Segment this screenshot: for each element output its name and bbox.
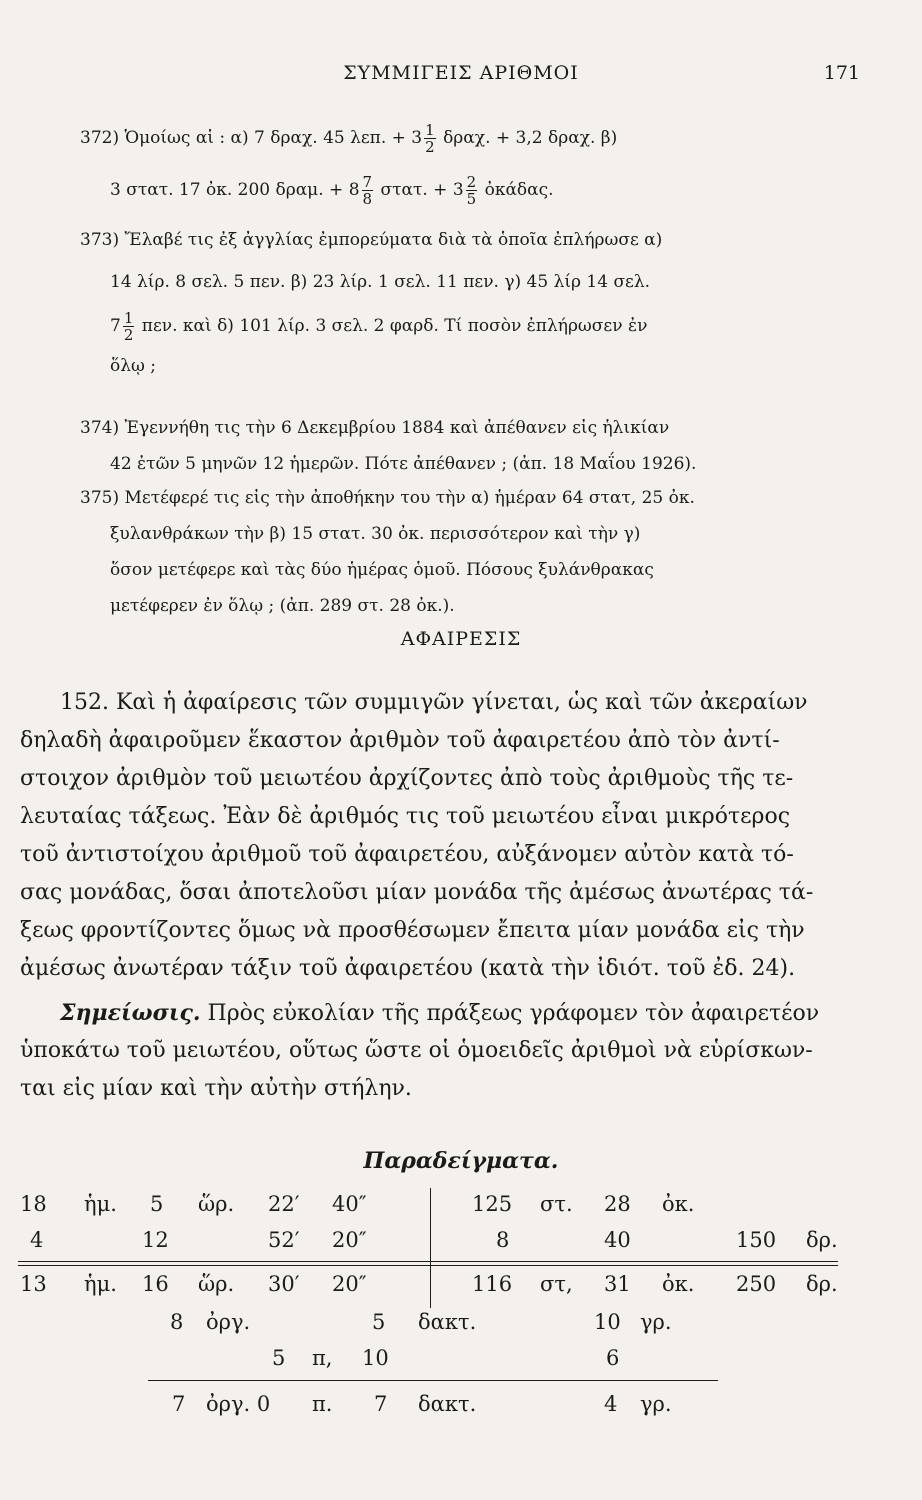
paragraph-line: δηλαδὴ ἀφαιροῦμεν ἕκαστον ἀριθμὸν τοῦ ἀφαιρετέου ἀπὸ τὸν ἀντί- [20, 728, 780, 753]
cell: π, [312, 1346, 333, 1370]
problem-374-line-2: 42 ἐτῶν 5 μηνῶν 12 ἡμερῶν. Πότε ἀπέθανεν ; (ἀπ. 18 Μαΐου 1926). [110, 454, 697, 474]
subtraction-rule [18, 1261, 838, 1262]
paragraph-line: ἀμέσως ἀνωτέραν τάξιν τοῦ ἀφαιρετέου (κατὰ τὴν ἰδιότ. τοῦ ἐδ. 24). [20, 956, 796, 981]
text: πεν. καὶ δ) 101 λίρ. 3 σελ. 2 φαρδ. Τί ποσὸν ἐπλήρωσεν ἐν [136, 316, 648, 336]
numerator: 1 [425, 121, 435, 139]
cell: ὥρ. [198, 1272, 235, 1296]
subtraction-rule [148, 1380, 718, 1381]
paragraph-line: ξεως φροντίζοντες ὅμως νὰ προσθέσωμεν ἔπειτα μίαν μονάδα εἰς τὴν [20, 918, 805, 943]
note-line [60, 1000, 819, 1026]
denominator: 8 [362, 190, 373, 208]
problem-375-line-1: 375) Μετέφερέ τις εἰς τὴν ἀποθήκην του τὴν α) ἡμέραν 64 στατ, 25 ὀκ. [80, 488, 695, 508]
cell: 18 [20, 1192, 47, 1216]
cell: 16 [142, 1272, 169, 1296]
cell: 12 [142, 1228, 169, 1252]
cell: 150 [736, 1228, 777, 1252]
cell: 13 [20, 1272, 47, 1296]
problem-372-line-1 [80, 122, 617, 155]
examples-title: Παραδείγματα. [363, 1148, 559, 1174]
numerator: 2 [466, 173, 477, 191]
text: 7 [110, 316, 121, 336]
note-line: ὑποκάτω τοῦ μειωτέου, οὕτως ὥστε οἱ ὁμοειδεῖς ἀριθμοὶ νὰ εὑρίσκων- [20, 1038, 813, 1063]
cell: π. [312, 1392, 333, 1416]
paragraph-line: λευταίας τάξεως. Ἐὰν δὲ ἀριθμός τις τοῦ μειωτέου εἶναι μικρότερος [20, 804, 791, 829]
cell: 116 [472, 1272, 513, 1296]
problem-373-line-1: 373) Ἔλαβέ τις ἐξ ἀγγλίας ἐμπορεύματα διὰ τὰ ὁποῖα ἐπλήρωσε α) [80, 230, 663, 250]
cell: 40″ [332, 1192, 367, 1216]
cell: 22′ [268, 1192, 300, 1216]
problem-375-line-4: μετέφερεν ἐν ὅλῳ ; (ἀπ. 289 στ. 28 ὀκ.). [110, 596, 455, 616]
cell: δρ. [806, 1272, 838, 1296]
cell: γρ. [640, 1310, 672, 1334]
fraction [362, 174, 374, 207]
cell: 8 [170, 1310, 184, 1334]
cell: ἡμ. [84, 1192, 117, 1216]
problem-375-line-3: ὅσον μετέφερε καὶ τὰς δύο ἡμέρας ὁμοῦ. Πόσους ξυλάνθρακας [110, 560, 654, 580]
denominator: 2 [425, 138, 435, 156]
cell: 125 [472, 1192, 513, 1216]
cell: 20″ [332, 1272, 367, 1296]
numerator: 7 [362, 173, 373, 191]
denominator: 2 [123, 326, 134, 344]
cell: 250 [736, 1272, 777, 1296]
paragraph-line: σας μονάδας, ὅσαι ἀποτελοῦσι μίαν μονάδα τῆς ἀμέσως ἀνωτέρας τά- [20, 880, 814, 905]
text: 3 στατ. 17 ὀκ. 200 δραμ. + 8 [110, 180, 360, 200]
fraction [466, 174, 478, 207]
cell: 5 [372, 1310, 386, 1334]
cell: ὀκ. [662, 1272, 695, 1296]
cell: δακτ. [418, 1392, 477, 1416]
problem-373-line-2: 14 λίρ. 8 σελ. 5 πεν. β) 23 λίρ. 1 σελ. 11 πεν. γ) 45 λίρ 14 σελ. [110, 272, 651, 292]
cell: 4 [604, 1392, 618, 1416]
cell: στ. [540, 1192, 573, 1216]
note-line: ται εἰς μίαν καὶ τὴν αὐτὴν στήλην. [20, 1076, 412, 1101]
cell: 8 [496, 1228, 510, 1252]
cell: γρ. [640, 1392, 672, 1416]
cell: ὀργ. [206, 1310, 251, 1334]
subtraction-rule [18, 1265, 838, 1266]
problem-373-line-4: ὅλῳ ; [110, 356, 157, 376]
section-title: ΑΦΑΙΡΕΣΙΣ [400, 628, 522, 650]
cell: δρ. [806, 1228, 838, 1252]
cell: 30′ [268, 1272, 300, 1296]
cell: ἡμ. [84, 1272, 117, 1296]
cell: 31 [604, 1272, 631, 1296]
text: δραχ. + 3,2 δραχ. β) [437, 128, 618, 148]
paragraph-line: τοῦ ἀντιστοίχου ἀριθμοῦ τοῦ ἀφαιρετέου, αὐξάνομεν αὐτὸν κατὰ τό- [20, 842, 794, 867]
column-divider [430, 1188, 431, 1308]
running-header [0, 62, 922, 92]
note-label: Σημείωσις. [60, 1000, 201, 1026]
cell: ὀργ. 0 [206, 1392, 271, 1416]
cell: 5 [272, 1346, 286, 1370]
cell: 28 [604, 1192, 631, 1216]
problem-375-line-2: ξυλανθράκων τὴν β) 15 στατ. 30 ὀκ. περισσότερον καὶ τὴν γ) [110, 524, 641, 544]
denominator: 5 [466, 190, 477, 208]
cell: δακτ. [418, 1310, 477, 1334]
problem-372-line-2 [110, 174, 554, 207]
cell: 5 [150, 1192, 164, 1216]
cell: 52′ [268, 1228, 300, 1252]
fraction [123, 310, 135, 343]
paragraph-line: 152. Καὶ ἡ ἀφαίρεσις τῶν συμμιγῶν γίνεται, ὡς καὶ τῶν ἀκεραίων [60, 690, 808, 715]
text: Πρὸς εὐκολίαν τῆς πράξεως γράφομεν τὸν ἀφαιρετέον [200, 1001, 820, 1026]
fraction [424, 122, 436, 155]
header-title: ΣΥΜΜΙΓΕΙΣ ΑΡΙΘΜΟΙ [343, 62, 579, 84]
text: στατ. + 3 [375, 180, 464, 200]
paragraph-line: στοιχον ἀριθμὸν τοῦ μειωτέου ἀρχίζοντες ἀπὸ τοὺς ἀριθμοὺς τῆς τε- [20, 766, 794, 791]
cell: στ, [540, 1272, 573, 1296]
cell: 7 [172, 1392, 186, 1416]
cell: ὀκ. [662, 1192, 695, 1216]
page-number: 171 [823, 62, 860, 84]
cell: ὥρ. [198, 1192, 235, 1216]
cell: 10 [362, 1346, 389, 1370]
cell: 6 [606, 1346, 620, 1370]
problem-373-line-3 [110, 310, 647, 343]
numerator: 1 [123, 309, 134, 327]
cell: 20″ [332, 1228, 367, 1252]
cell: 40 [604, 1228, 631, 1252]
problem-374-line-1: 374) Ἐγεννήθη τις τὴν 6 Δεκεμβρίου 1884 καὶ ἀπέθανεν εἰς ἡλικίαν [80, 418, 670, 438]
text: ὀκάδας. [479, 180, 554, 200]
cell: 4 [30, 1228, 44, 1252]
cell: 10 [594, 1310, 621, 1334]
text: 372) Ὁμοίως αἱ : α) 7 δραχ. 45 λεπ. + 3 [80, 128, 423, 148]
cell: 7 [374, 1392, 388, 1416]
